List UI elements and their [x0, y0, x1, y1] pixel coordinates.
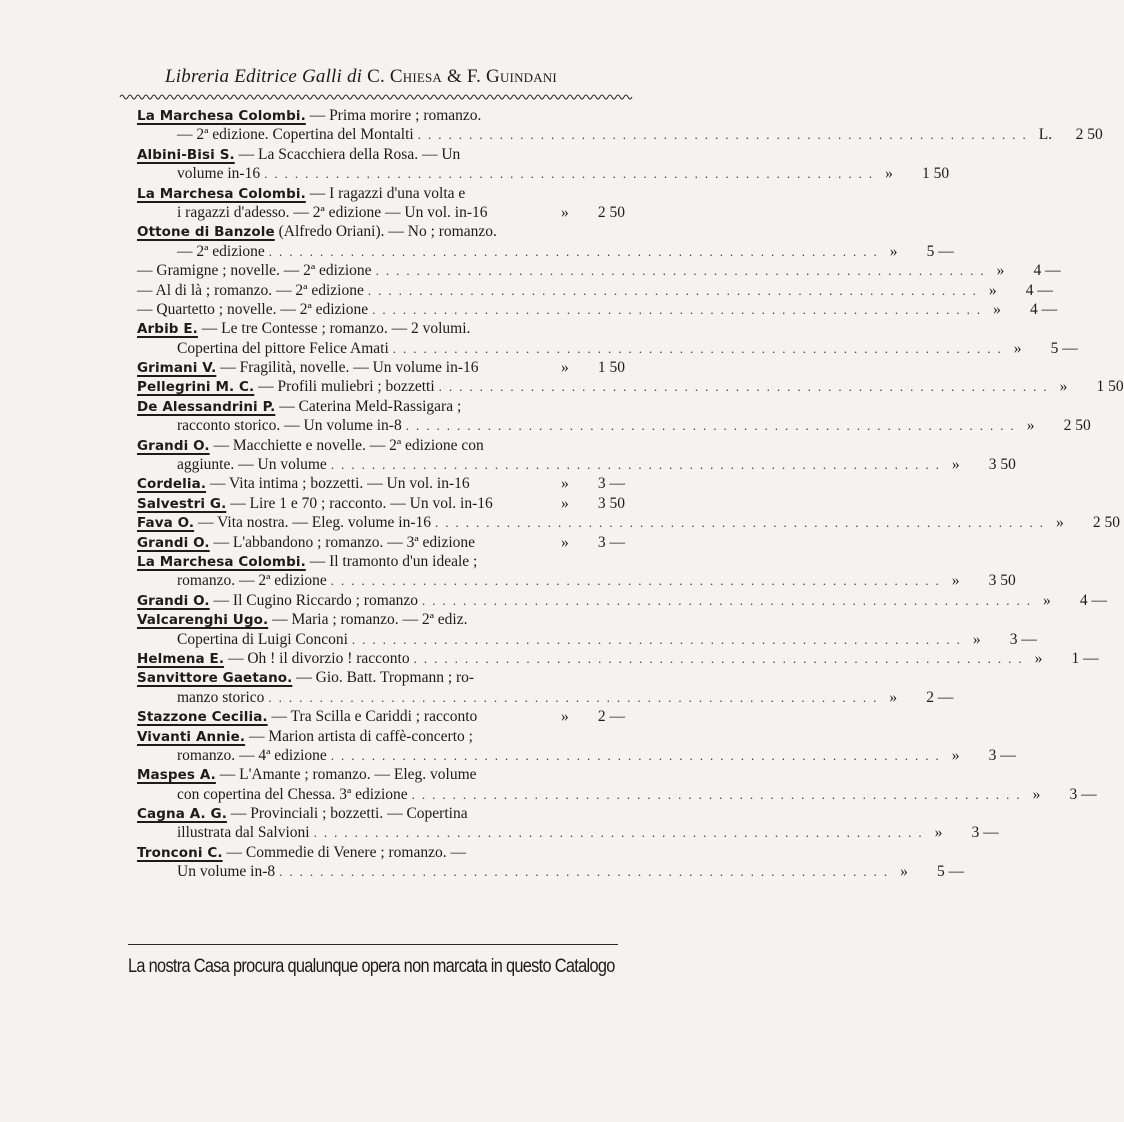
price-prefix: »: [1013, 339, 1022, 357]
title-description: — Maria ; romanzo. — 2ª ediz.: [268, 611, 468, 629]
dot-leader: ............................................................: [405, 418, 1021, 434]
price-prefix: »: [1056, 514, 1064, 532]
entry-line: [137, 688, 954, 707]
dot-leader: ............................................................: [330, 457, 946, 473]
dot-leader: ............................................................: [392, 340, 1008, 356]
price: 2 50: [1075, 126, 1103, 144]
author-name: Grandi O.: [137, 437, 210, 454]
title-description: — Le tre Contesse ; romanzo. — 2 volumi.: [197, 320, 471, 338]
entry-line: [137, 281, 1053, 300]
entry-text: [177, 571, 327, 590]
entry-line: [137, 552, 625, 571]
catalog-entry: [137, 474, 625, 493]
author-name: Pellegrini M. C.: [137, 379, 255, 396]
catalog-entry: [137, 727, 1016, 766]
title-description: — Il tramonto d'un ideale ;: [305, 552, 478, 570]
entry-text: [137, 281, 364, 300]
entry-text: [177, 242, 265, 261]
price-prefix: »: [951, 746, 960, 764]
price: 2 50: [597, 203, 625, 221]
author-name: La Marchesa Colombi.: [137, 553, 306, 570]
entry-line: [137, 455, 1016, 474]
entry-line: [137, 785, 1097, 804]
entry-line: [137, 222, 625, 241]
price: 3 —: [971, 824, 999, 842]
title-description: — Il Cugino Riccardo ; romanzo: [209, 591, 419, 609]
entry-text: [177, 339, 389, 358]
catalog-entry: [137, 494, 625, 513]
entry-text: [137, 436, 484, 456]
price: 3 50: [597, 494, 625, 512]
title-description: — Fragilità, novelle. — Un volume in-16: [216, 359, 479, 377]
entry-line: [137, 145, 625, 164]
author-name: Maspes A.: [137, 767, 216, 784]
title-description: Un volume in-8: [177, 863, 276, 881]
author-name: Cordelia.: [137, 476, 207, 493]
dot-leader: ............................................................: [438, 379, 1054, 395]
entry-line: [137, 494, 625, 513]
entry-line: [137, 261, 1061, 280]
title-description: — I ragazzi d'una volta e: [305, 184, 466, 202]
title-description: — Provinciali ; bozzetti. — Copertina: [226, 805, 468, 823]
entry-line: [137, 668, 625, 687]
catalog-entry: [137, 804, 999, 843]
author-name: Helmena E.: [137, 650, 225, 667]
header-publishers: C. Chiesa & F. Guindani: [367, 66, 557, 87]
title-description: — La Scacchiera della Rosa. — Un: [234, 145, 461, 163]
entry-text: [177, 203, 488, 222]
author-name: Salvestri G.: [137, 495, 227, 512]
catalog-entry: [137, 765, 1097, 804]
title-description: — L'abbandono ; romanzo. — 3ª edizione: [209, 533, 476, 551]
price-prefix: »: [561, 708, 569, 726]
entry-text: [137, 377, 435, 397]
header-prefix: Libreria Editrice Galli di: [165, 66, 368, 87]
wavy-ornament-rule: [120, 92, 625, 102]
entry-line: [137, 862, 965, 881]
price: 4 —: [1079, 591, 1108, 609]
entry-line: [137, 513, 1121, 532]
entry-line: [137, 571, 1016, 590]
title-description: romanzo. — 4ª edizione: [177, 746, 327, 764]
dot-leader: ............................................................: [351, 631, 967, 647]
catalog-entry: [137, 261, 1061, 280]
entry-line: [137, 436, 625, 455]
entry-line: [137, 300, 1058, 319]
title-description: — Macchiette e novelle. — 2ª edizione con: [209, 436, 484, 454]
entry-line: [137, 630, 1037, 649]
catalog-entry: [137, 649, 1099, 668]
dot-leader: ............................................................: [417, 127, 1033, 143]
price: 3 —: [1069, 785, 1097, 803]
price-prefix: »: [951, 572, 960, 590]
title-description: racconto storico. — Un volume in-8: [177, 417, 402, 435]
title-description: — Al di là ; romanzo. — 2ª edizione: [137, 281, 364, 299]
price-prefix: »: [1059, 378, 1068, 396]
title-description: — Caterina Meld-Rassigara ;: [275, 397, 462, 415]
title-description: — Vita intima ; bozzetti. — Un vol. in-16: [206, 475, 470, 493]
entry-text: [177, 823, 310, 842]
entry-text: [137, 707, 477, 727]
price: 1 50: [1096, 378, 1124, 396]
price-prefix: »: [561, 203, 569, 221]
author-name: Albini-Bisi S.: [137, 146, 235, 163]
entry-line: [137, 823, 999, 842]
catalog-entry: [137, 591, 1108, 610]
price: 4 —: [1025, 281, 1053, 299]
title-description: volume in-16: [177, 165, 261, 183]
entry-text: [177, 785, 408, 804]
entry-line: [137, 765, 625, 784]
price-prefix: »: [951, 456, 960, 474]
entry-text: [137, 300, 368, 319]
price: 1 —: [1071, 649, 1099, 667]
entry-line: [137, 746, 1016, 765]
price: 2 50: [1092, 514, 1121, 532]
entry-text: [137, 145, 460, 165]
entry-text: [137, 804, 468, 824]
catalog-entry: [137, 668, 954, 707]
title-description: — Gio. Batt. Tropmann ; ro-: [292, 669, 475, 687]
price: 5 —: [926, 242, 954, 260]
price-prefix: »: [900, 863, 908, 881]
price: 5 —: [1050, 339, 1078, 357]
title-description: — 2ª edizione. Copertina del Montalti: [177, 126, 414, 144]
title-description: — L'Amante ; romanzo. — Eleg. volume: [215, 766, 477, 784]
dot-leader: ............................................................: [268, 243, 884, 259]
price: 3 50: [988, 456, 1016, 474]
entry-text: [137, 106, 481, 126]
entry-text: [177, 688, 264, 707]
catalog-entry: [137, 222, 954, 261]
title-description: — Vita nostra. — Eleg. volume in-16: [194, 514, 432, 532]
entry-line: [137, 184, 625, 203]
entry-text: [137, 610, 467, 630]
entry-line: [137, 125, 1103, 144]
price-prefix: L.: [1038, 126, 1053, 144]
price: 1 50: [921, 165, 950, 183]
catalog-entry: [137, 281, 1053, 300]
price-prefix: »: [889, 688, 898, 706]
author-name: La Marchesa Colombi.: [137, 108, 306, 124]
entry-text: [177, 416, 402, 435]
entry-line: [137, 339, 1078, 358]
catalog-entry: [137, 533, 625, 552]
dot-leader: ............................................................: [435, 515, 1051, 531]
entry-text: [137, 474, 470, 494]
title-description: — Oh ! il divorzio ! racconto: [224, 649, 410, 667]
author-name: Vivanti Annie.: [137, 728, 246, 745]
price-prefix: »: [1034, 649, 1043, 667]
price: 5 —: [937, 863, 965, 881]
entry-text: [177, 862, 275, 881]
entry-text: [137, 397, 461, 417]
entry-line: [137, 533, 625, 552]
dot-leader: ............................................................: [313, 825, 929, 841]
entry-text: [137, 668, 474, 688]
entry-text: [177, 746, 327, 765]
catalog-entry: [137, 707, 625, 726]
catalog-entry: [137, 184, 625, 223]
author-name: Sanvittore Gaetano.: [137, 670, 293, 687]
catalog-entry: [137, 106, 1103, 145]
title-description: aggiunte. — Un volume: [177, 456, 327, 474]
title-description: — Quartetto ; novelle. — 2ª edizione: [137, 300, 369, 318]
dot-leader: ............................................................: [413, 650, 1029, 666]
catalog-entry: [137, 300, 1058, 319]
dot-leader: ............................................................: [330, 747, 946, 763]
price: 4 —: [1030, 300, 1058, 318]
title-description: — Commedie di Venere ; romanzo. —: [222, 843, 466, 861]
entry-line: [137, 804, 625, 823]
price-prefix: »: [993, 300, 1001, 318]
price: 2 50: [1063, 417, 1091, 435]
entry-text: [137, 727, 473, 747]
entry-text: [137, 843, 466, 863]
price-prefix: »: [934, 824, 943, 842]
price: 3 —: [597, 475, 625, 493]
catalog-entry: [137, 377, 1124, 396]
price-prefix: »: [996, 262, 1005, 280]
title-description: — 2ª edizione: [177, 242, 265, 260]
entry-text: [137, 222, 497, 242]
entry-line: [137, 242, 954, 261]
entry-line: [137, 843, 625, 862]
price-prefix: »: [889, 242, 898, 260]
author-name: Arbib E.: [137, 321, 198, 338]
author-name: Cagna A. G.: [137, 806, 227, 823]
dot-leader: ............................................................: [372, 301, 988, 317]
price-prefix: »: [561, 475, 569, 493]
entry-text: [177, 630, 348, 649]
price-prefix: »: [972, 630, 981, 648]
title-description: — Prima morire ; romanzo.: [305, 107, 482, 124]
entry-line: [137, 397, 625, 416]
catalog-entry: [137, 145, 950, 184]
entry-text: [137, 649, 410, 669]
dot-leader: ............................................................: [411, 786, 1027, 802]
title-description: Copertina del pittore Felice Amati: [177, 339, 389, 357]
book-catalog-list: [137, 106, 1124, 882]
title-description: manzo storico: [177, 688, 265, 706]
author-name: La Marchesa Colombi.: [137, 185, 306, 202]
entry-line: [137, 591, 1108, 610]
entry-text: [137, 591, 418, 611]
title-description: — Tra Scilla e Cariddi ; racconto: [267, 708, 478, 726]
author-name: Stazzone Cecilia.: [137, 709, 268, 726]
price: 3 —: [988, 746, 1016, 764]
title-description: — Marion artista di caffè-concerto ;: [245, 727, 473, 745]
title-description: — Gramigne ; novelle. — 2ª edizione: [137, 262, 372, 280]
entry-text: [137, 319, 470, 339]
price: 1 50: [597, 359, 625, 377]
catalog-entry: [137, 610, 1037, 649]
title-description: i ragazzi d'adesso. — 2ª edizione — Un vol. in-16: [177, 203, 488, 221]
price: 3 —: [597, 533, 625, 551]
dot-leader: ............................................................: [268, 689, 884, 705]
entry-line: [137, 164, 950, 183]
dot-leader: ............................................................: [330, 573, 946, 589]
dot-leader: ............................................................: [422, 592, 1038, 608]
author-name: Grandi O.: [137, 534, 210, 551]
price-prefix: »: [561, 533, 569, 551]
catalog-entry: [137, 319, 1078, 358]
catalog-entry: [137, 436, 1016, 475]
entry-text: [177, 125, 414, 144]
price: 2 —: [926, 688, 954, 706]
author-name: Fava O.: [137, 515, 195, 532]
entry-line: [137, 106, 625, 125]
entry-line: [137, 707, 625, 726]
price-prefix: »: [561, 494, 569, 512]
title-description: — Profili muliebri ; bozzetti: [254, 378, 435, 396]
price-prefix: »: [561, 359, 569, 377]
entry-line: [137, 319, 625, 338]
author-name: Grandi O.: [137, 592, 210, 609]
author-name: Grimani V.: [137, 360, 217, 377]
catalog-entry: [137, 358, 625, 377]
price-prefix: »: [1026, 417, 1035, 435]
entry-text: [177, 455, 327, 474]
entry-line: [137, 649, 1099, 668]
entry-line: [137, 610, 625, 629]
title-description: Copertina di Luigi Conconi: [177, 630, 348, 648]
footer-notice: La nostra Casa procura qualunque opera non marcata in questo Catalogo: [128, 956, 615, 977]
dot-leader: ............................................................: [375, 263, 991, 279]
entry-text: [137, 513, 431, 533]
entry-text: [137, 358, 479, 378]
price-prefix: »: [1043, 591, 1051, 609]
title-description: — Lire 1 e 70 ; racconto. — Un vol. in-16: [226, 494, 493, 512]
title-description: con copertina del Chessa. 3ª edizione: [177, 785, 408, 803]
entry-line: [137, 416, 1091, 435]
footer-divider: [128, 944, 618, 945]
catalog-entry: [137, 397, 1091, 436]
entry-line: [137, 203, 625, 222]
dot-leader: ............................................................: [367, 282, 983, 298]
price: 3 50: [988, 572, 1016, 590]
entry-text: [137, 765, 477, 785]
entry-line: [137, 377, 1124, 396]
entry-line: [137, 727, 625, 746]
entry-text: [137, 533, 475, 553]
page-header: [165, 66, 605, 88]
entry-line: [137, 358, 625, 377]
title-description: illustrata dal Salvioni: [177, 824, 310, 842]
entry-text: [137, 552, 477, 572]
catalog-entry: [137, 513, 1121, 532]
dot-leader: ............................................................: [264, 166, 880, 182]
entry-line: [137, 474, 625, 493]
author-name: De Alessandrini P.: [137, 398, 276, 415]
catalog-entry: [137, 843, 965, 882]
author-name: Valcarenghi Ugo.: [137, 612, 269, 629]
price-prefix: »: [885, 165, 893, 183]
entry-text: [137, 184, 465, 204]
price: 4 —: [1033, 262, 1061, 280]
price-prefix: »: [1032, 785, 1041, 803]
entry-text: [177, 164, 260, 183]
dot-leader: ............................................................: [279, 864, 895, 880]
price-prefix: »: [988, 281, 997, 299]
catalog-entry: [137, 552, 1016, 591]
author-name: Ottone di Banzole: [137, 224, 275, 241]
author-name: Tronconi C.: [137, 844, 223, 861]
title-description: romanzo. — 2ª edizione: [177, 572, 327, 590]
entry-text: [137, 261, 372, 280]
title-description: (Alfredo Oriani). — No ; romanzo.: [274, 223, 497, 241]
price: 3 —: [1009, 630, 1037, 648]
price: 2 —: [597, 708, 625, 726]
entry-text: [137, 494, 493, 514]
